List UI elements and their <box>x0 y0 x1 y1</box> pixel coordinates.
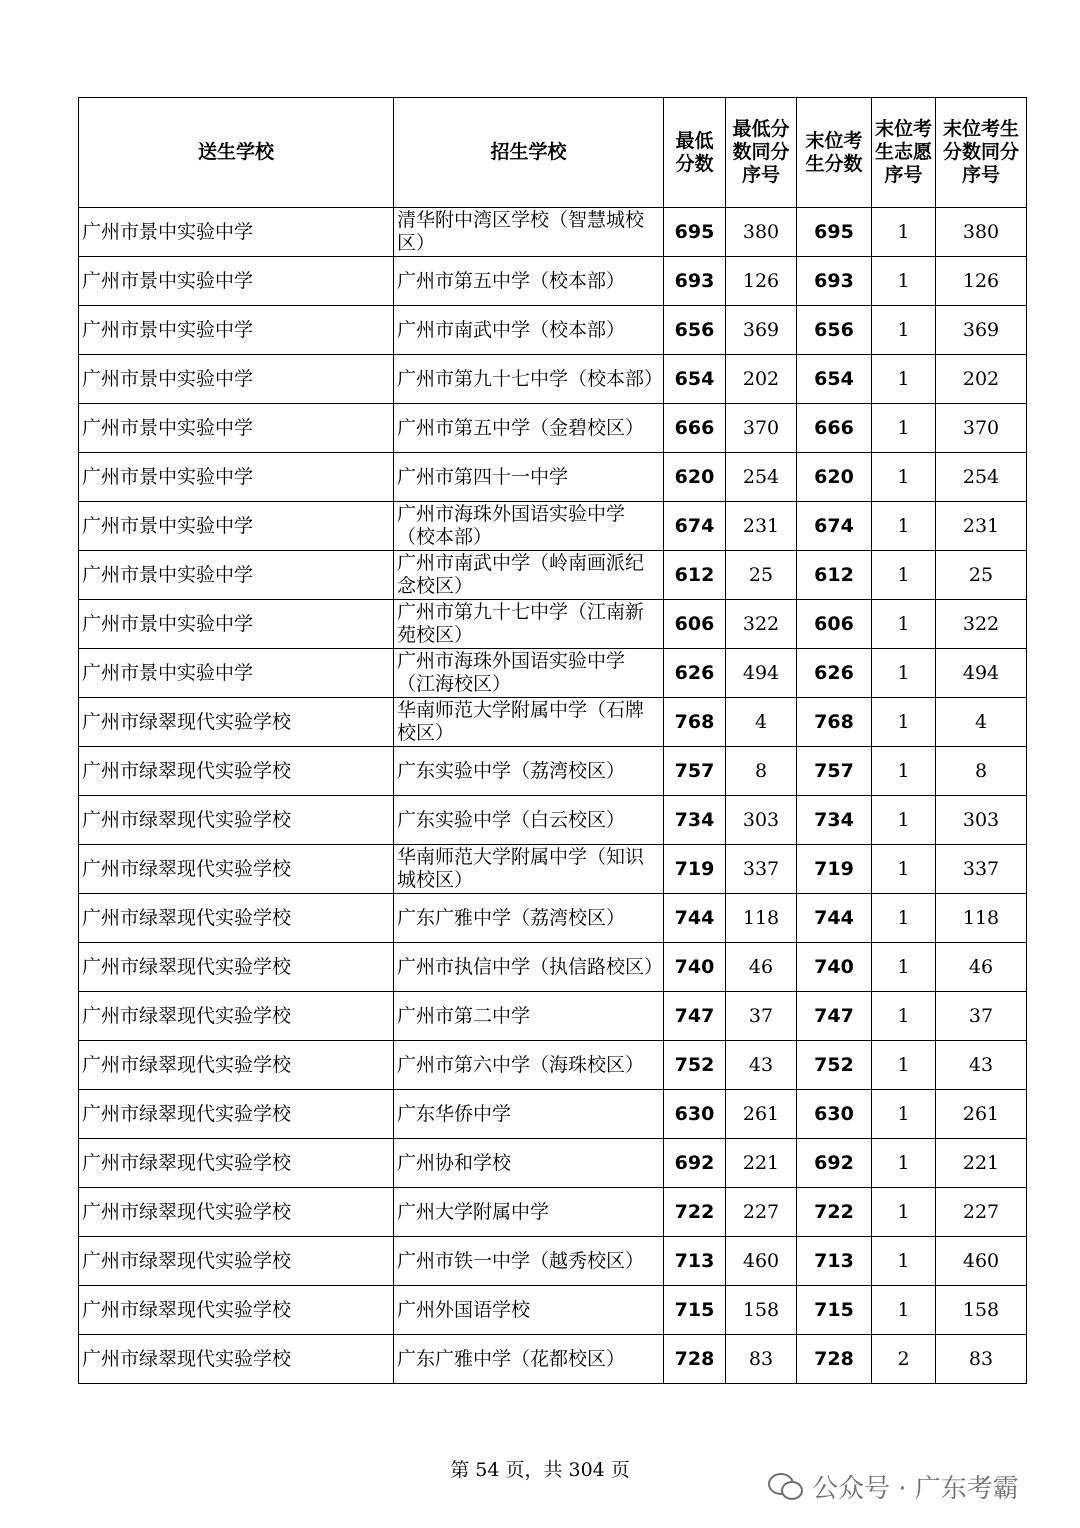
cell-last-rank: 460 <box>936 1237 1027 1286</box>
cell-min-rank: 337 <box>726 845 797 894</box>
cell-recv-school: 广州市南武中学（校本部） <box>394 306 664 355</box>
table-row <box>79 894 1027 943</box>
table-row <box>79 1041 1027 1090</box>
cell-last-choice: 1 <box>872 1139 936 1188</box>
cell-recv-school: 广州市第四十一中学 <box>394 453 664 502</box>
cell-send-school: 广州市景中实验中学 <box>79 649 394 698</box>
cell-last-rank: 227 <box>936 1188 1027 1237</box>
header-last-rank: 末位考生分数同分序号 <box>936 98 1027 208</box>
cell-send-school: 广州市景中实验中学 <box>79 355 394 404</box>
cell-min-score: 620 <box>664 453 726 502</box>
cell-last-score: 630 <box>797 1090 872 1139</box>
cell-min-score: 722 <box>664 1188 726 1237</box>
table-row <box>79 845 1027 894</box>
cell-send-school: 广州市绿翠现代实验学校 <box>79 1286 394 1335</box>
cell-recv-school: 华南师范大学附属中学（石牌校区） <box>394 698 664 747</box>
admission-score-table <box>78 97 1027 1384</box>
cell-send-school: 广州市景中实验中学 <box>79 453 394 502</box>
cell-send-school: 广州市绿翠现代实验学校 <box>79 1090 394 1139</box>
cell-min-score: 656 <box>664 306 726 355</box>
cell-send-school: 广州市绿翠现代实验学校 <box>79 1237 394 1286</box>
cell-recv-school: 广州协和学校 <box>394 1139 664 1188</box>
cell-min-score: 719 <box>664 845 726 894</box>
cell-last-score: 734 <box>797 796 872 845</box>
cell-recv-school: 广州市南武中学（岭南画派纪念校区） <box>394 551 664 600</box>
header-last-score: 末位考生分数 <box>797 98 872 208</box>
cell-last-score: 674 <box>797 502 872 551</box>
cell-send-school: 广州市景中实验中学 <box>79 208 394 257</box>
cell-last-rank: 221 <box>936 1139 1027 1188</box>
cell-last-rank: 37 <box>936 992 1027 1041</box>
cell-last-choice: 1 <box>872 404 936 453</box>
cell-min-score: 768 <box>664 698 726 747</box>
cell-recv-school: 广东广雅中学（荔湾校区） <box>394 894 664 943</box>
table-row <box>79 943 1027 992</box>
table-row <box>79 404 1027 453</box>
cell-min-rank: 494 <box>726 649 797 698</box>
cell-last-rank: 231 <box>936 502 1027 551</box>
cell-min-score: 626 <box>664 649 726 698</box>
cell-last-choice: 1 <box>872 649 936 698</box>
wechat-icon <box>768 1471 804 1501</box>
table-row <box>79 796 1027 845</box>
cell-min-rank: 303 <box>726 796 797 845</box>
cell-recv-school: 广州外国语学校 <box>394 1286 664 1335</box>
cell-min-rank: 25 <box>726 551 797 600</box>
cell-last-score: 620 <box>797 453 872 502</box>
cell-min-rank: 254 <box>726 453 797 502</box>
cell-min-score: 713 <box>664 1237 726 1286</box>
cell-last-score: 757 <box>797 747 872 796</box>
cell-last-choice: 1 <box>872 796 936 845</box>
cell-send-school: 广州市景中实验中学 <box>79 306 394 355</box>
cell-send-school: 广州市绿翠现代实验学校 <box>79 747 394 796</box>
cell-send-school: 广州市景中实验中学 <box>79 257 394 306</box>
cell-last-rank: 46 <box>936 943 1027 992</box>
cell-min-rank: 460 <box>726 1237 797 1286</box>
cell-send-school: 广州市景中实验中学 <box>79 502 394 551</box>
cell-last-choice: 1 <box>872 502 936 551</box>
table-row <box>79 1090 1027 1139</box>
cell-send-school: 广州市绿翠现代实验学校 <box>79 992 394 1041</box>
cell-min-score: 757 <box>664 747 726 796</box>
cell-last-score: 715 <box>797 1286 872 1335</box>
cell-recv-school: 广东实验中学（白云校区） <box>394 796 664 845</box>
cell-recv-school: 广州市第九十七中学（校本部） <box>394 355 664 404</box>
header-send-school: 送生学校 <box>79 98 394 208</box>
cell-recv-school: 广州市第九十七中学（江南新苑校区） <box>394 600 664 649</box>
cell-last-score: 612 <box>797 551 872 600</box>
cell-last-choice: 1 <box>872 992 936 1041</box>
cell-recv-school: 广州市铁一中学（越秀校区） <box>394 1237 664 1286</box>
cell-min-score: 666 <box>664 404 726 453</box>
cell-min-score: 674 <box>664 502 726 551</box>
cell-last-score: 719 <box>797 845 872 894</box>
cell-min-rank: 380 <box>726 208 797 257</box>
cell-min-rank: 37 <box>726 992 797 1041</box>
cell-last-choice: 1 <box>872 551 936 600</box>
cell-last-rank: 118 <box>936 894 1027 943</box>
cell-send-school: 广州市绿翠现代实验学校 <box>79 1188 394 1237</box>
cell-last-score: 747 <box>797 992 872 1041</box>
cell-recv-school: 广州市第二中学 <box>394 992 664 1041</box>
cell-min-rank: 43 <box>726 1041 797 1090</box>
table-row <box>79 355 1027 404</box>
cell-min-score: 752 <box>664 1041 726 1090</box>
cell-recv-school: 广州市执信中学（执信路校区） <box>394 943 664 992</box>
page-footer: 第 54 页，共 304 页 <box>450 1459 630 1481</box>
cell-last-rank: 4 <box>936 698 1027 747</box>
cell-recv-school: 清华附中湾区学校（智慧城校区） <box>394 208 664 257</box>
cell-send-school: 广州市绿翠现代实验学校 <box>79 845 394 894</box>
cell-recv-school: 广东广雅中学（花都校区） <box>394 1335 664 1384</box>
cell-last-score: 626 <box>797 649 872 698</box>
cell-last-rank: 158 <box>936 1286 1027 1335</box>
cell-last-rank: 8 <box>936 747 1027 796</box>
cell-recv-school: 广东实验中学（荔湾校区） <box>394 747 664 796</box>
cell-min-rank: 83 <box>726 1335 797 1384</box>
cell-last-score: 752 <box>797 1041 872 1090</box>
cell-last-choice: 1 <box>872 208 936 257</box>
table-row <box>79 1335 1027 1384</box>
cell-last-rank: 83 <box>936 1335 1027 1384</box>
table-row <box>79 1286 1027 1335</box>
table-row <box>79 992 1027 1041</box>
header-recv-school: 招生学校 <box>394 98 664 208</box>
cell-last-choice: 1 <box>872 1237 936 1286</box>
table-row <box>79 600 1027 649</box>
cell-recv-school: 华南师范大学附属中学（知识城校区） <box>394 845 664 894</box>
table-row <box>79 698 1027 747</box>
cell-min-rank: 202 <box>726 355 797 404</box>
cell-min-score: 728 <box>664 1335 726 1384</box>
cell-recv-school: 广州市海珠外国语实验中学（校本部） <box>394 502 664 551</box>
cell-last-choice: 1 <box>872 1090 936 1139</box>
cell-last-rank: 337 <box>936 845 1027 894</box>
cell-recv-school: 广州大学附属中学 <box>394 1188 664 1237</box>
cell-min-score: 740 <box>664 943 726 992</box>
cell-last-rank: 370 <box>936 404 1027 453</box>
cell-last-score: 654 <box>797 355 872 404</box>
header-min-rank: 最低分数同分序号 <box>726 98 797 208</box>
table-row <box>79 747 1027 796</box>
cell-last-choice: 1 <box>872 1041 936 1090</box>
table-row <box>79 208 1027 257</box>
cell-last-rank: 25 <box>936 551 1027 600</box>
cell-recv-school: 广州市第六中学（海珠校区） <box>394 1041 664 1090</box>
cell-last-choice: 2 <box>872 1335 936 1384</box>
cell-recv-school: 广州市海珠外国语实验中学（江海校区） <box>394 649 664 698</box>
cell-last-rank: 322 <box>936 600 1027 649</box>
cell-last-score: 722 <box>797 1188 872 1237</box>
cell-last-rank: 369 <box>936 306 1027 355</box>
cell-send-school: 广州市景中实验中学 <box>79 600 394 649</box>
cell-min-rank: 369 <box>726 306 797 355</box>
cell-send-school: 广州市绿翠现代实验学校 <box>79 1041 394 1090</box>
cell-min-score: 612 <box>664 551 726 600</box>
cell-min-rank: 4 <box>726 698 797 747</box>
cell-min-score: 606 <box>664 600 726 649</box>
table-row <box>79 257 1027 306</box>
cell-last-choice: 1 <box>872 747 936 796</box>
cell-last-choice: 1 <box>872 453 936 502</box>
cell-min-rank: 8 <box>726 747 797 796</box>
cell-min-score: 747 <box>664 992 726 1041</box>
cell-last-score: 744 <box>797 894 872 943</box>
cell-min-score: 744 <box>664 894 726 943</box>
cell-last-choice: 1 <box>872 1188 936 1237</box>
cell-min-score: 693 <box>664 257 726 306</box>
table-row <box>79 1139 1027 1188</box>
cell-last-score: 693 <box>797 257 872 306</box>
cell-last-rank: 494 <box>936 649 1027 698</box>
cell-last-choice: 1 <box>872 894 936 943</box>
cell-min-score: 695 <box>664 208 726 257</box>
cell-min-rank: 46 <box>726 943 797 992</box>
cell-last-choice: 1 <box>872 698 936 747</box>
cell-last-choice: 1 <box>872 355 936 404</box>
cell-min-rank: 322 <box>726 600 797 649</box>
cell-min-rank: 221 <box>726 1139 797 1188</box>
cell-last-score: 695 <box>797 208 872 257</box>
cell-min-rank: 118 <box>726 894 797 943</box>
cell-last-choice: 1 <box>872 257 936 306</box>
cell-last-rank: 303 <box>936 796 1027 845</box>
cell-min-score: 734 <box>664 796 726 845</box>
cell-send-school: 广州市绿翠现代实验学校 <box>79 796 394 845</box>
cell-send-school: 广州市景中实验中学 <box>79 551 394 600</box>
cell-last-choice: 1 <box>872 1286 936 1335</box>
cell-min-rank: 231 <box>726 502 797 551</box>
cell-min-rank: 261 <box>726 1090 797 1139</box>
cell-last-rank: 43 <box>936 1041 1027 1090</box>
cell-last-score: 768 <box>797 698 872 747</box>
cell-send-school: 广州市绿翠现代实验学校 <box>79 894 394 943</box>
table-row <box>79 502 1027 551</box>
header-last-choice: 末位考生志愿序号 <box>872 98 936 208</box>
cell-min-rank: 370 <box>726 404 797 453</box>
watermark-text: 公众号 · 广东考霸 <box>812 1473 1019 1504</box>
cell-send-school: 广州市绿翠现代实验学校 <box>79 1139 394 1188</box>
cell-last-rank: 126 <box>936 257 1027 306</box>
cell-send-school: 广州市绿翠现代实验学校 <box>79 1335 394 1384</box>
watermark <box>768 1466 1019 1506</box>
cell-last-score: 728 <box>797 1335 872 1384</box>
cell-min-score: 654 <box>664 355 726 404</box>
cell-last-rank: 380 <box>936 208 1027 257</box>
table-row <box>79 649 1027 698</box>
cell-last-score: 656 <box>797 306 872 355</box>
table-row <box>79 306 1027 355</box>
cell-last-score: 666 <box>797 404 872 453</box>
cell-last-choice: 1 <box>872 845 936 894</box>
cell-last-score: 740 <box>797 943 872 992</box>
cell-recv-school: 广州市第五中学（校本部） <box>394 257 664 306</box>
table-header-row <box>79 98 1027 208</box>
cell-last-rank: 202 <box>936 355 1027 404</box>
cell-last-rank: 254 <box>936 453 1027 502</box>
cell-last-choice: 1 <box>872 943 936 992</box>
cell-recv-school: 广东华侨中学 <box>394 1090 664 1139</box>
cell-last-score: 692 <box>797 1139 872 1188</box>
cell-recv-school: 广州市第五中学（金碧校区） <box>394 404 664 453</box>
cell-last-choice: 1 <box>872 600 936 649</box>
cell-last-choice: 1 <box>872 306 936 355</box>
cell-min-score: 692 <box>664 1139 726 1188</box>
table-row <box>79 453 1027 502</box>
cell-send-school: 广州市景中实验中学 <box>79 404 394 453</box>
header-min-score: 最低分数 <box>664 98 726 208</box>
cell-min-rank: 158 <box>726 1286 797 1335</box>
cell-min-score: 630 <box>664 1090 726 1139</box>
cell-send-school: 广州市绿翠现代实验学校 <box>79 698 394 747</box>
cell-min-rank: 126 <box>726 257 797 306</box>
cell-min-rank: 227 <box>726 1188 797 1237</box>
cell-send-school: 广州市绿翠现代实验学校 <box>79 943 394 992</box>
table-row <box>79 551 1027 600</box>
cell-last-score: 606 <box>797 600 872 649</box>
table-row <box>79 1188 1027 1237</box>
table-row <box>79 1237 1027 1286</box>
cell-last-score: 713 <box>797 1237 872 1286</box>
cell-last-rank: 261 <box>936 1090 1027 1139</box>
cell-min-score: 715 <box>664 1286 726 1335</box>
